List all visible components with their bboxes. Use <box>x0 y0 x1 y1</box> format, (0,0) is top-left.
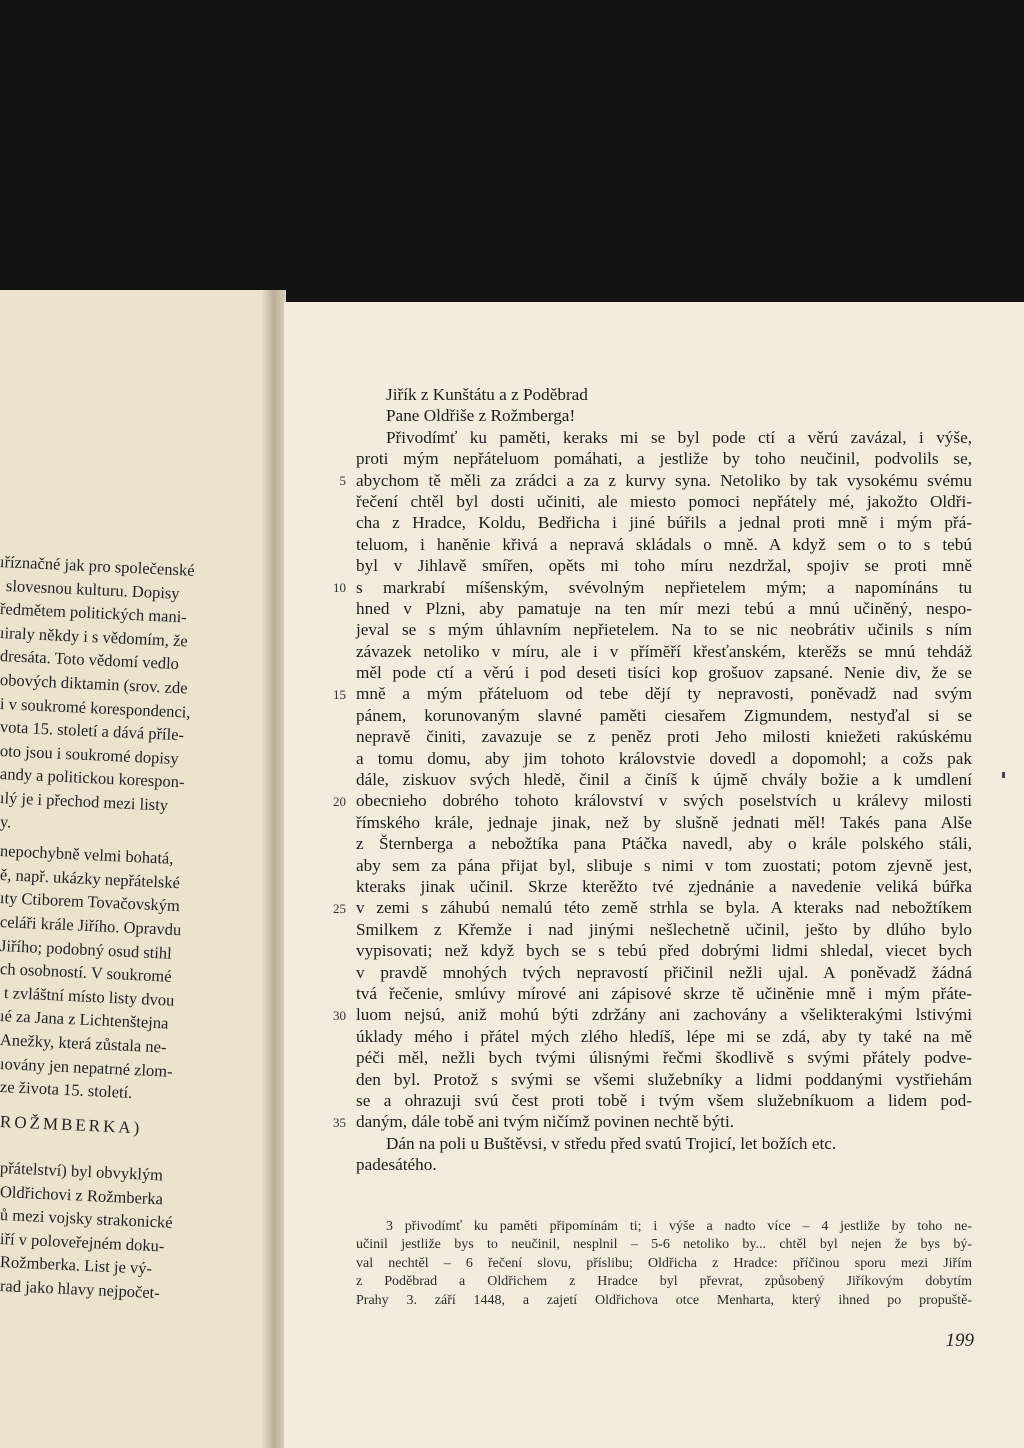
left-page-line: iří v poloveřejném doku- <box>0 1228 165 1256</box>
page-number: 199 <box>945 1330 974 1351</box>
left-page-line: ıovány jen nepatrné zlom- <box>0 1053 174 1081</box>
left-page-line: přátelství) byl obvyklým <box>0 1158 164 1185</box>
letter-line: Přivodímť ku paměti, keraks mi se byl pode ctí a věrú zavázal, i výše, <box>386 427 972 447</box>
letter-line: padesátého. <box>356 1155 437 1175</box>
left-page-line: obových diktamin (srov. zde <box>0 670 188 698</box>
letter-line: vypisovati; než když bych se s tebú před dobrými lidmi shledal, viecet bych <box>356 941 972 961</box>
left-page-heading: ROŽMBERKA) <box>0 1112 143 1138</box>
left-page-line: ě, např. ukázky nepřátelské <box>0 864 181 892</box>
letter-line: abychom tě měli za zrádci a za z kurvy syna. Netoliko by tak vysokému svému <box>356 470 972 490</box>
line-number: 10 <box>333 579 346 595</box>
line-number: 5 <box>339 472 346 488</box>
left-page-line: ch osobností. V soukromé <box>0 959 173 986</box>
letter-line: s markrabí míšenským, svévolným nepřietelem mým; a napomínáns tu <box>356 577 972 597</box>
footnote-line: učinil jestliže bys to neučinil, nesplnil – 5-6 netoliko by... chtěl byl nejen že bys bý- <box>356 1237 972 1253</box>
letter-line: Smilkem z Křemže i nad jinými nešlechetně učinil, ješto by dlúho bylo <box>356 919 972 939</box>
left-page-line: slovesnou kulturu. Dopisy <box>5 575 180 603</box>
letter-line: pánem, korunovaným slavné paměti ciesařem Zigmundem, nestyďal si se <box>356 705 972 725</box>
letter-line: řečení chtěl byl dosti učiniti, ale miesto pomoci nepřátely mé, jakožto Oldři- <box>356 491 972 511</box>
left-page-line: andy a politickou korespon- <box>0 764 185 792</box>
left-page-line: Rožmberka. List je vý- <box>0 1252 153 1279</box>
left-page-line: t zvláštní místo listy dvou <box>3 982 175 1010</box>
letter-line: kteraks jinak učinil. Skrze kterěžto tvé zjednánie a navedenie veliká búřka <box>356 876 972 896</box>
left-page-line: ılý je i přechod mezi listy <box>0 788 169 815</box>
left-page-line: nepochybně velmi bohatá, <box>0 841 174 869</box>
letter-line: den byl. Protož s svými se všemi služebníky a lidmi poddanými vystřiehám <box>356 1069 972 1089</box>
letter-line: závazek netoliko v míru, ale i v přímĕří křesťanském, kterěžs se mnú tehdáž <box>356 641 972 661</box>
line-number: 25 <box>333 900 346 916</box>
letter-line: byl v Jihlavě smířen, opěts mi toho míru nezdržal, spojiv se proti mně <box>356 556 972 576</box>
left-page-line: ıříznačné jak pro společenské <box>0 552 195 580</box>
letter-line: Dán na poli u Buštěvsi, v středu před svatú Trojicí, let božích etc. <box>386 1133 837 1153</box>
left-page-line: vota 15. století a dává příle- <box>0 717 185 745</box>
left-page-line: celáři krále Jiřího. Opravdu <box>0 912 182 940</box>
left-page-line: ředmětem politických mani- <box>0 599 188 627</box>
letter-line: v zemi s záhubú nemalú této země strhla se byla. A kteraks nad nebožtíkem <box>356 898 972 918</box>
letter-line: proti mým nepřáteluom pomáhati, a jestliže by toho neučinil, podvolils se, <box>356 449 972 469</box>
letter-line: úklady mého i přátel mých zlého hledíš, lépe mi se zdá, aby ty také na mě <box>356 1026 972 1046</box>
letter-line: měl pode ctí a věrú i pod deseti tisíci kop grošuov zapsané. Nenie div, že se <box>356 663 972 683</box>
left-page-line: Jiřího; podobný osud stihl <box>0 935 173 963</box>
letter-line: jeval se s mým úhlavním nepřietelem. Na to se nic neobrátiv učinils s ním <box>356 620 972 640</box>
left-page-line: ů mezi vojsky strakonické <box>0 1205 174 1233</box>
left-page-line: ıé za Jana z Lichtenštejna <box>0 1006 169 1034</box>
line-number: 20 <box>333 793 346 809</box>
print-speck <box>1002 772 1005 778</box>
letter-line: z Šternberga a nebožtíka pana Ptáčka navedl, aby o krále polského stáli, <box>356 834 972 854</box>
letter-line: aby sem za pána přijat byl, slibuje s nimi v tom zuostati; potom zjevně jest, <box>356 855 972 875</box>
letter-line: a tomu domu, aby jim tohoto královstvie dovedl a dopomohl; a cožs pak <box>356 748 972 768</box>
letter-line: mně a mým přáteluom od tebe dějí ty nepravosti, poněvadž nad svým <box>356 684 972 704</box>
letter-line: obecnieho dobrého tohoto království v svých poselstvích u králevy milosti <box>356 791 972 811</box>
letter-line: tvá řečenie, smlúvy mírové ani zápisové skrze tě učiněnie mně i mým přáte- <box>356 983 972 1003</box>
left-page-line: Oldřichovi z Rožmberka <box>0 1181 164 1208</box>
letter-title: Jiřík z Kunštátu a z Poděbrad <box>386 385 588 404</box>
letter-line: dále, ziskuov svých hledě, činil a činíš k újmě chvály božie a k umdlení <box>356 770 972 790</box>
left-page-line: y. <box>0 811 12 832</box>
letter-text <box>356 384 972 1175</box>
left-page-line: ıty Ctiborem Tovačovským <box>0 888 181 916</box>
book-gutter <box>262 290 286 1448</box>
letter-line: cha z Hradce, Koldu, Bedřicha i jiné búřils a jednal proti mně i mým přá- <box>356 513 972 533</box>
footnotes <box>356 1218 972 1310</box>
left-page-line: dresáta. Toto vědomí vedlo <box>0 646 180 674</box>
left-page-line: ze života 15. století. <box>0 1077 133 1103</box>
letter-line: luom nejsú, aniž mohú býti zdržány ani zachovány a všelikterakými lstivými <box>356 1005 972 1025</box>
left-page-line: ıiraly někdy i s vědomím, že <box>0 622 189 651</box>
left-page-line: oto jsou i soukromé dopisy <box>0 740 180 768</box>
footnote-line: z Poděbrad a Oldřichem z Hradce byl převrat, způsobený Jiříkovým dobytím <box>356 1274 972 1290</box>
left-page-line: rad jako hlavy nejpočet- <box>0 1276 161 1303</box>
letter-line: v pravdě mnohých tvých nepravostí přičinil nežli ujal. A poněvadž žádná <box>356 962 972 982</box>
letter-line: péči měl, nežli bych tvými úlisnými řečmi škodlivě s svými přátely podve- <box>356 1048 972 1068</box>
letter-line: daným, dále tobě ani tvým ničímž povinen nechtě býti. <box>356 1112 735 1132</box>
left-page-line: Anežky, která zůstala ne- <box>0 1030 167 1057</box>
line-number: 15 <box>333 686 346 702</box>
letter-line: se a ohrazuji svú čest proti tobě i tvým všem služebníkuom a lidem pod- <box>356 1090 972 1110</box>
footnote-line: Prahy 3. září 1448, a zajetí Oldřichova otce Menharta, který ihned po propuště- <box>356 1292 972 1308</box>
letter-line: hned v Plzni, aby pamatuje na ten mír mezi tebú a mnú učiněný, nespo- <box>356 598 972 618</box>
left-page <box>0 290 276 1448</box>
letter-line: teluom, i haněnie křivá a nepravá skládals o mně. A když sem o to s tebú <box>356 534 972 554</box>
line-number: 30 <box>333 1007 346 1023</box>
line-number: 35 <box>333 1114 346 1130</box>
left-page-line: i v soukromé korespondenci, <box>0 693 191 722</box>
footnote-line: val nechtěl – 6 řečení slovu, příslibu; Oldřicha z Hradce: příčinou sporu mezi Jiřím <box>356 1255 972 1271</box>
letter-line: římského krále, jednaje jinak, než by slušně jednati měl! Takés pana Alše <box>356 812 972 832</box>
letter-line: Pane Oldřiše z Rožmberga! <box>386 406 576 426</box>
footnote-line: 3 přivodímť ku paměti připomínám ti; i výše a nadto více – 4 jestliže by toho ne- <box>386 1219 972 1234</box>
letter-line: nepravě činiti, zavazuje se z peněz proti Jeho milosti kniežeti rakúskému <box>356 727 972 747</box>
